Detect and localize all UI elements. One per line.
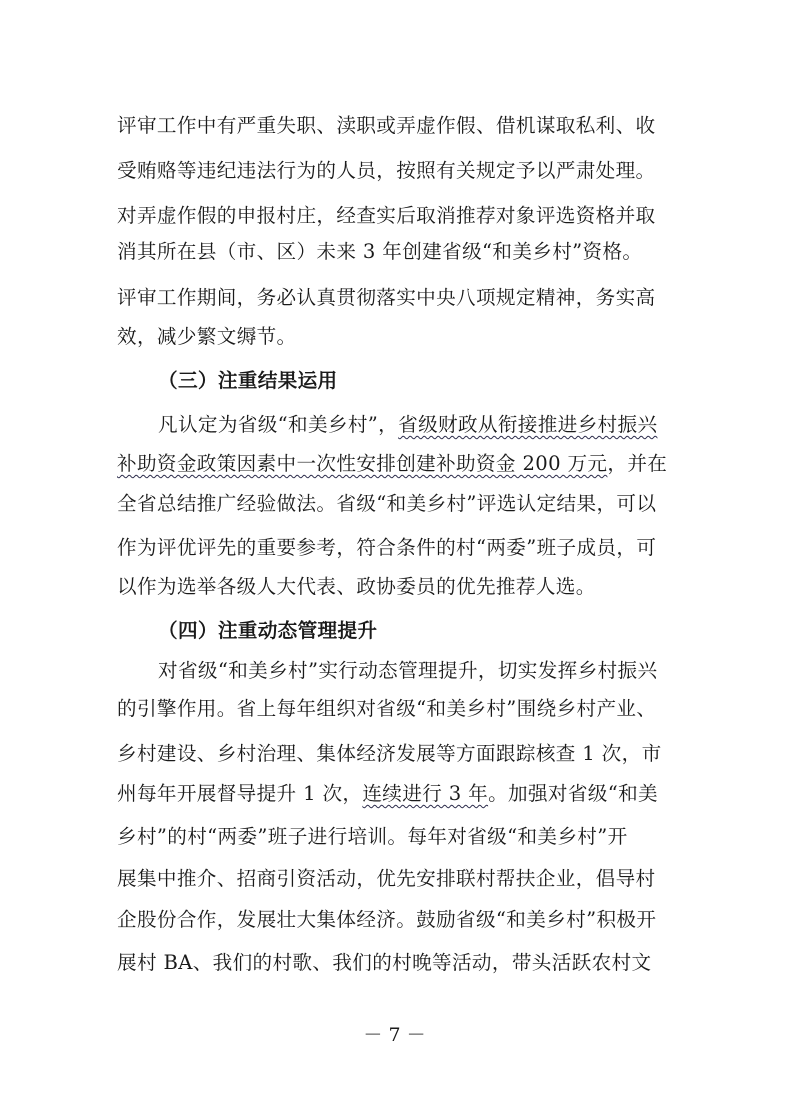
text-line: [117, 531, 677, 565]
text-segment: 。加强对省级“和美: [488, 782, 658, 805]
text-segment: ，并在: [607, 452, 668, 475]
text-line: [117, 281, 677, 315]
text-segment: 以作为选举各级人大代表、政协委员的优先推荐人选。: [117, 575, 596, 598]
text-line: [117, 320, 677, 354]
text-line: [117, 235, 677, 269]
text-segment: 作为评优评先的重要参考，符合条件的村“两委”班子成员，可: [117, 536, 657, 559]
text-line: [117, 862, 677, 896]
section-heading-4: [158, 614, 718, 648]
text-line: [117, 570, 677, 604]
underlined-text: 省级财政从衔接推进乡村振兴: [398, 413, 658, 436]
text-segment: 受贿赂等违纪违法行为的人员，按照有关规定予以严肃处理。: [117, 159, 656, 182]
text-line: [117, 946, 677, 980]
text-segment: 对省级“和美乡村”实行动态管理提升，切实发挥乡村振兴: [158, 659, 658, 682]
text-line: [158, 408, 678, 442]
section-heading-3: [158, 364, 718, 398]
text-line: [117, 447, 677, 481]
text-segment: 乡村建设、乡村治理、集体经济发展等方面跟踪核查 1 次，市: [117, 742, 662, 765]
text-line: [117, 154, 677, 188]
text-line: [117, 903, 677, 937]
page-number: － 7 －: [363, 1024, 426, 1046]
text-line: [117, 820, 677, 854]
underlined-text: 补助资金政策因素中一次性安排创建补助资金 200 万元: [117, 452, 608, 475]
text-segment: 评审工作中有严重失职、渎职或弄虚作假、借机谋取私利、收: [117, 114, 656, 137]
text-line: [117, 199, 677, 233]
text-segment: 乡村”的村“两委”班子进行培训。每年对省级“和美乡村”开: [117, 825, 628, 848]
text-segment: 的引擎作用。省上每年组织对省级“和美乡村”围绕乡村产业、: [117, 697, 657, 720]
text-segment: 展集中推介、招商引资活动，优先安排联村帮扶企业，倡导村: [117, 867, 656, 890]
text-segment: 评审工作期间，务必认真贯彻落实中央八项规定精神，务实高: [117, 286, 656, 309]
text-segment: 凡认定为省级“和美乡村”，: [158, 413, 399, 436]
heading-text: （三）注重结果运用: [158, 369, 338, 392]
text-segment: 展村 BA、我们的村歌、我们的村晚等活动，带头活跃农村文: [117, 951, 652, 974]
text-segment: 全省总结推广经验做法。省级“和美乡村”评选认定结果，可以: [117, 492, 657, 515]
text-line: [158, 654, 678, 688]
text-line: [117, 487, 677, 521]
text-segment: 州每年开展督导提升 1 次，: [117, 782, 363, 805]
text-line: [117, 109, 677, 143]
text-segment: 消其所在县（市、区）未来 3 年创建省级“和美乡村”资格。: [117, 240, 643, 263]
text-segment: 对弄虚作假的申报村庄，经查实后取消推荐对象评选资格并取: [117, 204, 656, 227]
heading-text: （四）注重动态管理提升: [158, 619, 378, 642]
text-line: [117, 777, 677, 811]
text-segment: 效，减少繁文缛节。: [117, 325, 297, 348]
underlined-text: 连续进行 3 年: [362, 782, 489, 805]
text-segment: 企股份合作，发展壮大集体经济。鼓励省级“和美乡村”积极开: [117, 908, 657, 931]
text-line: [117, 692, 677, 726]
text-line: [117, 737, 677, 771]
